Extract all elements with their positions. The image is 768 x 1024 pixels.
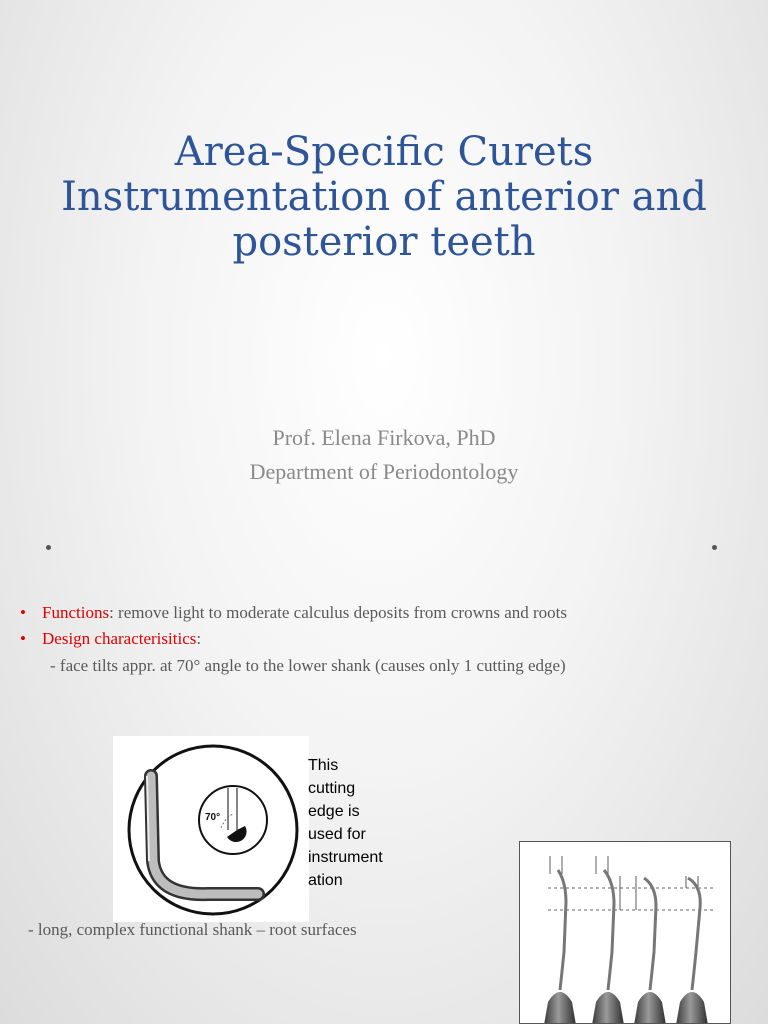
bullet-list <box>20 600 760 680</box>
right-dot-marker <box>712 545 717 550</box>
bullet-icon: • <box>20 629 26 648</box>
curet-instruments-photo <box>519 841 731 1024</box>
caption-line: cutting <box>308 780 356 797</box>
left-dot-marker <box>46 545 51 550</box>
curet-instruments-drawing <box>520 842 731 1024</box>
department-name: Department of Periodontology <box>249 459 519 484</box>
bullet-design <box>20 626 760 652</box>
bullet-label: Functions <box>42 603 110 622</box>
caption-line: instrument <box>308 849 383 866</box>
caption-line: ation <box>308 872 343 889</box>
figure-caption <box>308 754 418 892</box>
content-slide <box>0 576 768 1024</box>
shank-description: - long, complex functional shank – root surfaces <box>28 920 357 939</box>
angle-label: 70° <box>205 812 221 823</box>
bullet-label: Design characterisitics <box>42 629 197 648</box>
design-detail: - face tilts appr. at 70° angle to the lower shank (causes only 1 cutting edge) <box>50 656 566 675</box>
title-line-1: Area-Specific Curets <box>174 129 594 175</box>
caption-line: edge is <box>308 803 360 820</box>
author-name: Prof. Elena Firkova, PhD <box>272 425 496 450</box>
bullet-icon: • <box>20 603 26 622</box>
bullet-text: : <box>196 629 202 648</box>
bullet-functions <box>20 600 760 626</box>
bullet-text: : remove light to moderate calculus deposits from crowns and roots <box>109 603 568 622</box>
caption-line: used for <box>308 826 366 843</box>
curet-cross-section-figure <box>113 736 309 922</box>
slide-subtitle <box>40 421 728 489</box>
title-line-2: Instrumentation of anterior and <box>61 174 707 220</box>
slide-title <box>40 130 728 265</box>
caption-line: This <box>308 757 339 774</box>
title-line-3: posterior teeth <box>232 219 536 265</box>
curet-cross-section-drawing <box>113 736 309 922</box>
